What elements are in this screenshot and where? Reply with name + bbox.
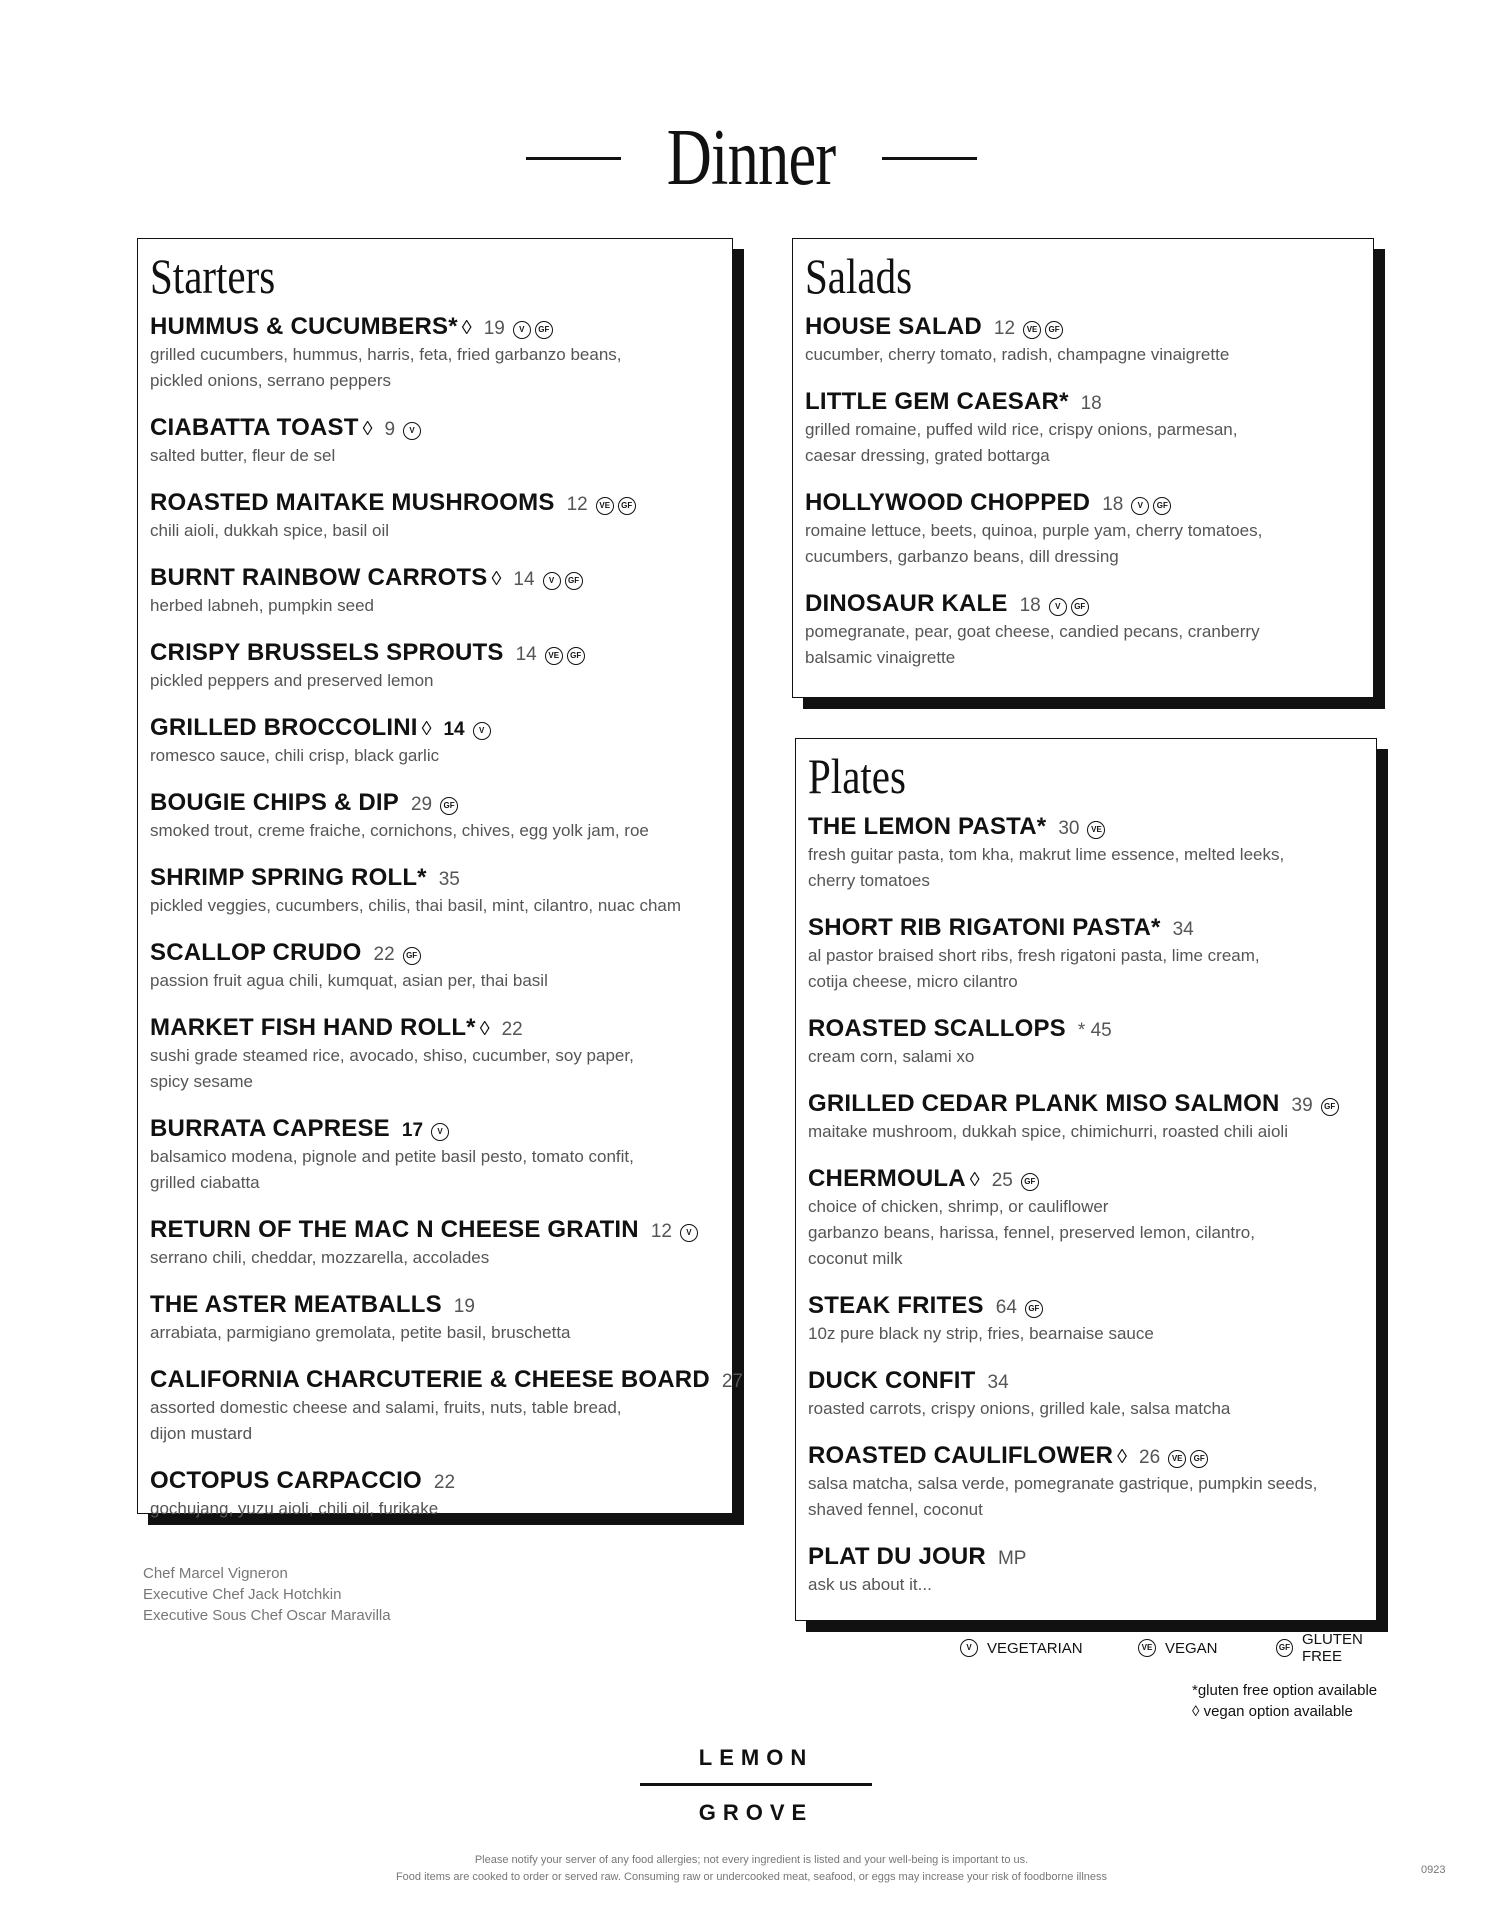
gluten-free-badge-icon: GF (1321, 1098, 1339, 1116)
menu-item-price: * 45 (1077, 1020, 1112, 1041)
menu-item-description: passion fruit agua chili, kumquat, asian per, thai basil (150, 971, 548, 990)
menu-item (808, 1292, 1364, 1346)
menu-item (150, 1467, 720, 1521)
gluten-free-badge-icon: GF (1021, 1173, 1039, 1191)
menu-item (150, 714, 720, 768)
menu-item-description: salsa matcha, salsa verde, pomegranate gastrique, pumpkin seeds, (808, 1474, 1318, 1493)
menu-item-description: sushi grade steamed rice, avocado, shiso, cucumber, soy paper, (150, 1046, 634, 1065)
menu-item-price: MP (997, 1548, 1027, 1569)
menu-item-header (808, 1367, 1364, 1395)
menu-item-name: GRILLED CEDAR PLANK MISO SALMON (808, 1090, 1280, 1117)
menu-item-price: 17 (401, 1120, 424, 1141)
menu-item (150, 1115, 720, 1195)
menu-item-header (805, 388, 1361, 416)
menu-item-header (150, 414, 720, 442)
plates-items (796, 813, 1376, 1597)
menu-item (150, 1014, 720, 1094)
menu-item (150, 639, 720, 693)
menu-item-description: pickled onions, serrano peppers (150, 371, 391, 390)
menu-item-name: CHERMOULA (808, 1165, 966, 1192)
menu-item-description: cucumber, cherry tomato, radish, champagne vinaigrette (805, 345, 1230, 364)
menu-item (808, 1090, 1364, 1144)
menu-item-description: caesar dressing, grated bottarga (805, 446, 1050, 465)
starters-items (138, 313, 743, 1521)
menu-item-price: 30 (1058, 818, 1080, 839)
menu-item-name: BURRATA CAPRESE (150, 1115, 390, 1142)
menu-item-description: pomegranate, pear, goat cheese, candied pecans, cranberry (805, 622, 1260, 641)
vegan-badge-icon: VE (1168, 1450, 1186, 1468)
plates-panel (795, 738, 1377, 1621)
vegan-option-diamond-icon: ◊ (461, 317, 472, 339)
menu-item-price: 18 (1019, 595, 1041, 616)
menu-item-header (150, 864, 720, 892)
menu-item-header (150, 789, 720, 817)
legend-gluten-free-label: GLUTEN FREE (1301, 1631, 1363, 1665)
vegan-badge-icon: VE (1138, 1639, 1156, 1657)
menu-item (150, 313, 720, 393)
logo-word-lemon: LEMON (698, 1745, 814, 1770)
menu-item-name: BOUGIE CHIPS & DIP (150, 789, 399, 816)
vegetarian-badge-icon: V (543, 572, 561, 590)
menu-item-description: romesco sauce, chili crisp, black garlic (150, 746, 440, 765)
vegetarian-badge-icon: V (1131, 497, 1149, 515)
menu-item-name: PLAT DU JOUR (808, 1543, 986, 1570)
menu-item-price: 14 (513, 569, 535, 590)
gluten-free-badge-icon: GF (1153, 497, 1171, 515)
menu-item-description: gochujang, yuzu aioli, chili oil, furikake (150, 1499, 439, 1518)
vegetarian-badge-icon: V (431, 1123, 449, 1141)
menu-item-description: choice of chicken, shrimp, or cauliflower (808, 1197, 1109, 1216)
menu-item-header (805, 313, 1361, 341)
menu-item-price: 14 (515, 644, 537, 665)
vegetarian-badge-icon: V (473, 722, 491, 740)
menu-item-description: coconut milk (808, 1249, 903, 1268)
vegetarian-badge-icon: V (960, 1639, 978, 1657)
menu-item-name: DUCK CONFIT (808, 1367, 976, 1394)
menu-item-name: DINOSAUR KALE (805, 590, 1008, 617)
menu-item-description: fresh guitar pasta, tom kha, makrut lime essence, melted leeks, (808, 845, 1285, 864)
menu-item (150, 939, 720, 993)
menu-item (150, 1366, 743, 1446)
menu-item-header (150, 489, 720, 517)
menu-item (808, 1015, 1364, 1069)
menu-item-description: garbanzo beans, harissa, fennel, preserved lemon, cilantro, (808, 1223, 1255, 1242)
menu-item-header (150, 1216, 720, 1244)
menu-item-price: 26 (1139, 1447, 1161, 1468)
menu-item-header (808, 1442, 1364, 1470)
menu-item-description: maitake mushroom, dukkah spice, chimichurri, roasted chili aioli (808, 1122, 1288, 1141)
gluten-free-badge-icon: GF (567, 647, 585, 665)
menu-item-price: 35 (438, 869, 460, 890)
menu-item-name: CALIFORNIA CHARCUTERIE & CHEESE BOARD (150, 1366, 710, 1393)
menu-item-description: 10z pure black ny strip, fries, bearnaise sauce (808, 1324, 1154, 1343)
vegetarian-badge-icon: V (1049, 598, 1067, 616)
menu-item-price: 29 (410, 794, 433, 815)
legend-vegetarian (960, 1639, 1083, 1657)
menu-item-price: 12 (993, 318, 1016, 339)
menu-item-description: balsamico modena, pignole and petite basil pesto, tomato confit, (150, 1147, 634, 1166)
chef-credits (143, 1563, 391, 1626)
gluten-free-note: *gluten free option available (1192, 1682, 1378, 1699)
starters-title: Starters (150, 248, 276, 304)
disclaimer-line: Food items are cooked to order or served raw. Consuming raw or undercooked meat, seafood, or eggs may increase your risk of foodborne illness (395, 1871, 1108, 1883)
vegan-option-diamond-icon: ◊ (491, 568, 502, 590)
menu-item-header (150, 1115, 720, 1143)
menu-item (805, 313, 1361, 367)
menu-item (808, 813, 1364, 893)
menu-item-name: OCTOPUS CARPACCIO (150, 1467, 422, 1494)
menu-item (808, 1442, 1364, 1522)
menu-item (150, 564, 720, 618)
page-title-row (0, 114, 1503, 202)
menu-item-name: ROASTED CAULIFLOWER (808, 1442, 1114, 1469)
menu-item-price: 34 (987, 1372, 1009, 1393)
menu-item-header (805, 489, 1361, 517)
salads-panel (792, 238, 1374, 698)
menu-item-name: THE LEMON PASTA* (808, 813, 1047, 840)
menu-item (805, 388, 1361, 468)
chef-line: Chef Marcel Vigneron (143, 1565, 288, 1582)
menu-item-description: shaved fennel, coconut (808, 1500, 983, 1519)
menu-item-header (150, 1014, 720, 1042)
menu-item-name: THE ASTER MEATBALLS (150, 1291, 442, 1318)
menu-item-description: romaine lettuce, beets, quinoa, purple yam, cherry tomatoes, (805, 521, 1263, 540)
menu-item-header (150, 714, 720, 742)
menu-item-description: grilled cucumbers, hummus, harris, feta, fried garbanzo beans, (150, 345, 622, 364)
gluten-free-badge-icon: GF (1276, 1639, 1293, 1657)
menu-code: 0923 (1421, 1864, 1446, 1876)
menu-item (150, 1291, 720, 1345)
menu-item (805, 489, 1361, 569)
legend-gluten-free (1276, 1631, 1400, 1665)
menu-item-name: SCALLOP CRUDO (150, 939, 362, 966)
menu-item-description: smoked trout, creme fraiche, cornichons, chives, egg yolk jam, roe (150, 821, 649, 840)
menu-item-header (808, 813, 1364, 841)
menu-item-description: herbed labneh, pumpkin seed (150, 596, 374, 615)
menu-item-price: 34 (1172, 919, 1194, 940)
logo-divider (640, 1783, 872, 1786)
menu-item-header (808, 1090, 1364, 1118)
menu-item-name: MARKET FISH HAND ROLL* (150, 1014, 476, 1041)
menu-item-description: pickled peppers and preserved lemon (150, 671, 434, 690)
menu-item-header (808, 1292, 1364, 1320)
menu-item-header (150, 1291, 720, 1319)
legend-vegan (1138, 1639, 1218, 1657)
menu-item-header (808, 1165, 1364, 1193)
menu-item-description: assorted domestic cheese and salami, fruits, nuts, table bread, (150, 1398, 622, 1417)
vegan-badge-icon: VE (545, 647, 563, 665)
menu-item (150, 414, 720, 468)
menu-item-header (150, 1366, 743, 1394)
vegan-option-diamond-icon: ◊ (421, 718, 432, 740)
vegan-option-diamond-icon: ◊ (362, 418, 373, 440)
menu-item-description: cream corn, salami xo (808, 1047, 975, 1066)
allergy-disclaimer (0, 1852, 1503, 1886)
menu-item (150, 489, 720, 543)
gluten-free-badge-icon: GF (1071, 598, 1089, 616)
menu-item-name: RETURN OF THE MAC N CHEESE GRATIN (150, 1216, 639, 1243)
menu-item-description: serrano chili, cheddar, mozzarella, accolades (150, 1248, 490, 1267)
menu-item-description: ask us about it... (808, 1575, 932, 1594)
menu-item-price: 18 (1102, 494, 1124, 515)
menu-item-header (808, 1543, 1364, 1571)
menu-item-price: 19 (453, 1296, 475, 1317)
gluten-free-badge-icon: GF (403, 947, 421, 965)
menu-item-header (150, 1467, 720, 1495)
menu-item-name: CIABATTA TOAST (150, 414, 359, 441)
menu-item-price: 12 (566, 494, 588, 515)
menu-item-description: grilled romaine, puffed wild rice, crispy onions, parmesan, (805, 420, 1238, 439)
menu-item-name: ROASTED MAITAKE MUSHROOMS (150, 489, 555, 516)
salads-items (793, 313, 1373, 670)
menu-item (808, 1543, 1364, 1597)
menu-item-name: SHORT RIB RIGATONI PASTA* (808, 914, 1161, 941)
menu-item-name: LITTLE GEM CAESAR* (805, 388, 1069, 415)
gluten-free-badge-icon: GF (618, 497, 636, 515)
menu-item-price: 12 (650, 1221, 672, 1242)
chef-line: Executive Sous Chef Oscar Maravilla (143, 1607, 391, 1624)
menu-item-name: CRISPY BRUSSELS SPROUTS (150, 639, 504, 666)
gluten-free-badge-icon: GF (1045, 321, 1063, 339)
vegetarian-badge-icon: V (403, 422, 421, 440)
gluten-free-badge-icon: GF (535, 321, 553, 339)
menu-item-description: chili aioli, dukkah spice, basil oil (150, 521, 390, 540)
menu-item (150, 864, 720, 918)
menu-item-name: ROASTED SCALLOPS (808, 1015, 1066, 1042)
menu-item-name: HUMMUS & CUCUMBERS* (150, 313, 458, 340)
menu-item-description: arrabiata, parmigiano gremolata, petite basil, bruschetta (150, 1323, 571, 1342)
menu-item-name: HOLLYWOOD CHOPPED (805, 489, 1091, 516)
vegetarian-badge-icon: V (680, 1224, 698, 1242)
lemon-grove-logo (640, 1745, 872, 1826)
menu-item-header (150, 564, 720, 592)
menu-item-name: BURNT RAINBOW CARROTS (150, 564, 488, 591)
menu-item-description: dijon mustard (150, 1424, 253, 1443)
menu-item (808, 1165, 1364, 1271)
menu-item-price: 22 (373, 944, 395, 965)
menu-item-name: GRILLED BROCCOLINI (150, 714, 418, 741)
vegan-option-diamond-icon: ◊ (479, 1018, 490, 1040)
menu-item-price: 14 (443, 719, 465, 740)
menu-item-price: 27 (721, 1371, 743, 1392)
menu-item-description: salted butter, fleur de sel (150, 446, 336, 465)
vegan-option-note: ◊ vegan option available (1192, 1703, 1353, 1720)
menu-item-price: 64 (995, 1297, 1017, 1318)
menu-item (808, 914, 1364, 994)
logo-word-grove: GROVE (698, 1800, 814, 1825)
title-rule-left (526, 157, 621, 160)
option-notes (1192, 1680, 1377, 1722)
vegan-badge-icon: VE (596, 497, 614, 515)
starters-panel (137, 238, 743, 1518)
menu-item-description: pickled veggies, cucumbers, chilis, thai basil, mint, cilantro, nuac cham (150, 896, 682, 915)
menu-item-header (150, 939, 720, 967)
menu-item-price: 18 (1080, 393, 1102, 414)
menu-item-header (808, 914, 1364, 942)
menu-item-price: 39 (1291, 1095, 1313, 1116)
chef-line: Executive Chef Jack Hotchkin (143, 1586, 342, 1603)
menu-item-description: al pastor braised short ribs, fresh rigatoni pasta, lime cream, (808, 946, 1260, 965)
page-title: Dinner (667, 114, 836, 202)
salads-title: Salads (805, 248, 913, 304)
menu-item-description: spicy sesame (150, 1072, 253, 1091)
menu-item-header (150, 639, 720, 667)
menu-item-description: balsamic vinaigrette (805, 648, 956, 667)
menu-item (150, 1216, 720, 1270)
gluten-free-badge-icon: GF (1025, 1300, 1043, 1318)
menu-item-header (808, 1015, 1364, 1043)
menu-item-name: SHRIMP SPRING ROLL* (150, 864, 427, 891)
menu-item-header (805, 590, 1361, 618)
menu-item-price: 25 (991, 1170, 1013, 1191)
menu-item-description: cotija cheese, micro cilantro (808, 972, 1018, 991)
menu-item (805, 590, 1361, 670)
menu-item-header (150, 313, 720, 341)
gluten-free-badge-icon: GF (1190, 1450, 1208, 1468)
menu-item-description: grilled ciabatta (150, 1173, 260, 1192)
disclaimer-line: Please notify your server of any food allergies; not every ingredient is listed and your well-being is important to us. (474, 1854, 1029, 1866)
title-rule-right (882, 157, 977, 160)
vegan-badge-icon: VE (1023, 321, 1041, 339)
menu-item (808, 1367, 1364, 1421)
menu-item-name: STEAK FRITES (808, 1292, 984, 1319)
menu-item-description: cucumbers, garbanzo beans, dill dressing (805, 547, 1119, 566)
menu-item-price: 22 (501, 1019, 523, 1040)
plates-title: Plates (808, 748, 906, 804)
vegan-option-diamond-icon: ◊ (969, 1169, 980, 1191)
menu-item (150, 789, 720, 843)
menu-item-name: HOUSE SALAD (805, 313, 982, 340)
legend-vegan-label: VEGAN (1165, 1639, 1218, 1657)
vegetarian-badge-icon: V (513, 321, 531, 339)
menu-item-description: roasted carrots, crispy onions, grilled kale, salsa matcha (808, 1399, 1231, 1418)
legend-vegetarian-label: VEGETARIAN (987, 1639, 1083, 1657)
menu-item-price: 19 (483, 318, 505, 339)
menu-item-description: cherry tomatoes (808, 871, 930, 890)
gluten-free-badge-icon: GF (440, 797, 458, 815)
vegan-badge-icon: VE (1087, 821, 1105, 839)
menu-item-price: 9 (384, 419, 396, 440)
gluten-free-badge-icon: GF (565, 572, 583, 590)
vegan-option-diamond-icon: ◊ (1117, 1446, 1128, 1468)
menu-item-price: 22 (433, 1472, 456, 1493)
